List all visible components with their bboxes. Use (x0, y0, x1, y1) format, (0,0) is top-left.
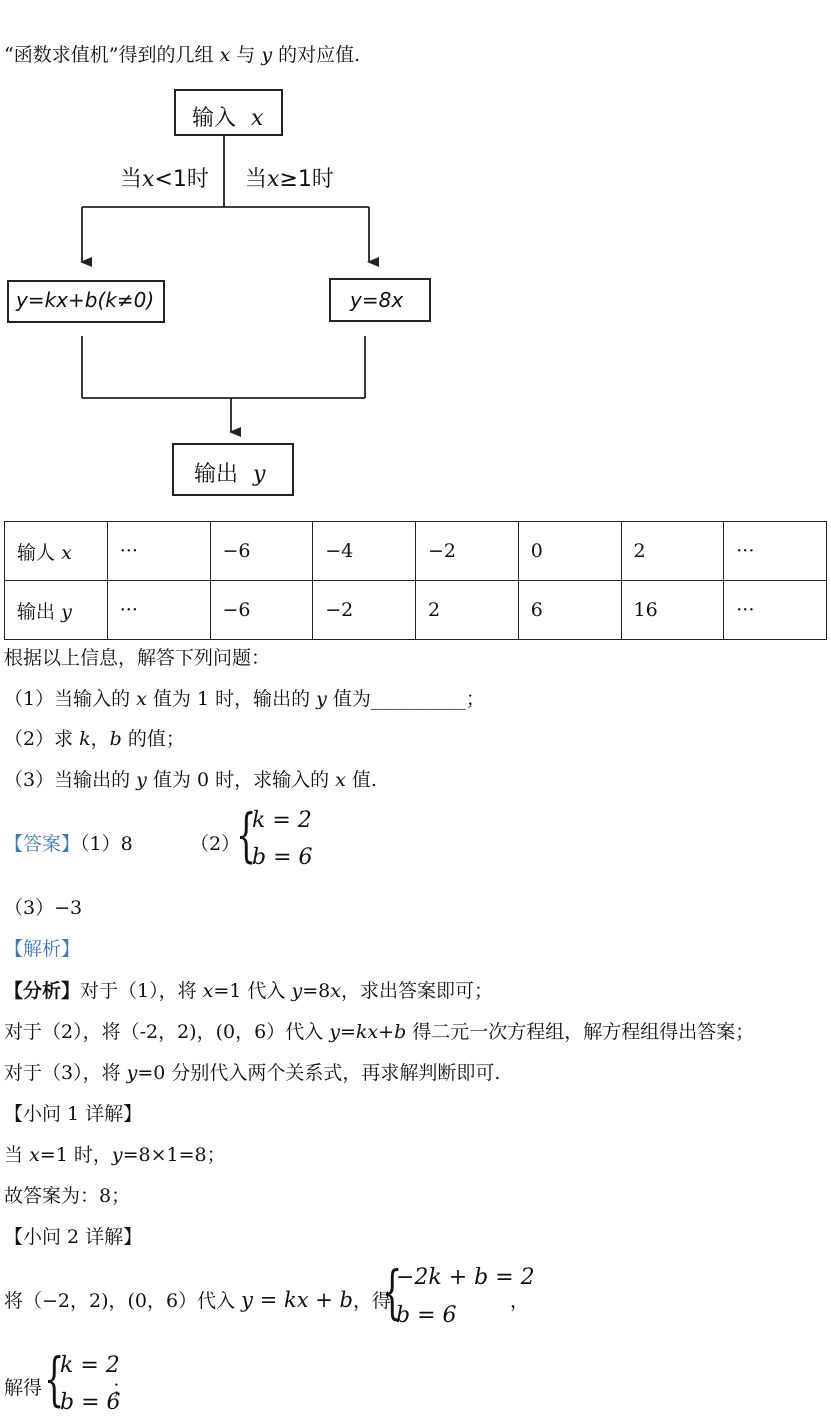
system-eq-1: −2k + b = 2 (396, 1265, 535, 1290)
machine-name: 函数求值机 (13, 44, 109, 66)
sub-question-1-line-2: 故答案为：8； (4, 1185, 131, 1207)
q2-text-b: ， (90, 728, 110, 750)
quote-close: ” (108, 44, 119, 66)
fx-c: =8 (302, 980, 331, 1002)
row2-header-var: y (61, 600, 72, 623)
s2-formula: y = kx + b (241, 1288, 353, 1312)
answer-part-2-label: （2） (190, 833, 241, 855)
answer-eq-2: b = 6 (252, 845, 313, 870)
fx-b: =1 代入 (213, 980, 286, 1002)
solution-end: ； (112, 1377, 132, 1399)
table-cell: −2 (416, 522, 519, 581)
sub-question-2-tag: 【小问 2 详解】 (4, 1226, 143, 1248)
input-box-label (192, 101, 263, 132)
l2-a: 对于（2），将（-2，2)，(0，6）代入 (4, 1021, 324, 1043)
branch-left-pre: 当 (120, 167, 143, 192)
q1-text-b: 值为 1 时，输出的 (152, 688, 311, 710)
flowchart-connectors (0, 0, 831, 510)
s2-b: ，得 (352, 1290, 391, 1312)
answer-line (4, 829, 133, 856)
solution-eq-1: k = 2 (60, 1353, 120, 1378)
q1-var-y: y (316, 688, 327, 710)
intro-var-x: x (219, 44, 231, 66)
row1-header-var: x (61, 541, 72, 564)
table-row (5, 581, 827, 640)
q1-text-a: （1）当输入的 (4, 688, 131, 710)
fx-tag: 【分析】 (4, 980, 81, 1002)
l3-y: y (126, 1062, 138, 1084)
fx-x2: x (330, 980, 341, 1002)
table-cell: ··· (107, 581, 210, 640)
s1-a: 当 (4, 1144, 24, 1166)
q2-var-b: b (109, 728, 122, 750)
intro-text-2: 与 (236, 44, 256, 66)
branch-left-post: <1时 (154, 167, 209, 192)
s1-y: y (111, 1144, 123, 1166)
system-eq-2: b = 6 (396, 1303, 457, 1328)
formula-right: y=8x (350, 288, 404, 312)
analysis-tag: 【解析】 (4, 938, 81, 960)
q2-var-k: k (79, 728, 91, 750)
row2-header-text: 输出 (17, 600, 56, 623)
solution-eq-2: b = 6 (60, 1390, 121, 1415)
q2-text-c: 的值； (127, 728, 185, 750)
table-cell: 2 (621, 522, 724, 581)
s1-b: =1 时， (39, 1144, 112, 1166)
table-cell: ··· (724, 581, 827, 640)
l2-c: + (378, 1021, 395, 1043)
intro-var-y: y (261, 44, 273, 66)
output-box-label (194, 457, 265, 488)
table-cell: 2 (416, 581, 519, 640)
table-cell: 16 (621, 581, 724, 640)
q3-text-c: 值. (351, 769, 377, 791)
answer-eq-1: k = 2 (252, 808, 312, 833)
question-3 (4, 765, 377, 792)
table-cell: −2 (313, 581, 416, 640)
fx-d: ，求出答案即可； (340, 980, 493, 1002)
l2-kx: kx (355, 1021, 379, 1043)
intro-text-1: 得到的几组 (118, 44, 214, 66)
output-label-text: 输出 (194, 462, 239, 487)
io-table (4, 521, 827, 640)
sub-question-2-substitute (4, 1286, 391, 1313)
table-cell: −6 (210, 522, 313, 581)
fx-x1: x (202, 980, 214, 1002)
analysis-line-3 (4, 1058, 500, 1085)
branch-right-post: ≥1时 (279, 167, 334, 192)
table-cell: −6 (210, 581, 313, 640)
table-header-input (5, 522, 108, 581)
branch-right-var: x (267, 167, 280, 192)
branch-left-label (120, 162, 209, 193)
system-brace: { (382, 1258, 403, 1326)
formula-left: y=kx+b(k≠0) (16, 288, 155, 312)
analysis-line-1 (4, 976, 493, 1003)
q2-text-a: （2）求 (4, 728, 74, 750)
row1-header-text: 输人 (17, 541, 56, 564)
table-row (5, 522, 827, 581)
answer-tag: 【答案】 (4, 833, 81, 855)
answer-brace: { (236, 801, 257, 869)
q3-text-a: （3）当输出的 (4, 769, 131, 791)
table-cell: ··· (724, 522, 827, 581)
fx-a: 对于（1），将 (80, 980, 197, 1002)
table-cell: 0 (518, 522, 621, 581)
q3-var-y: y (136, 769, 147, 791)
table-cell: 6 (518, 581, 621, 640)
quote-open: “ (4, 44, 14, 66)
questions-lead: 根据以上信息，解答下列问题： (4, 647, 271, 669)
answer-part-1: （1）8 (80, 833, 133, 855)
l2-b: = (339, 1021, 356, 1043)
s1-c: =8×1=8； (122, 1144, 226, 1166)
output-label-var: y (253, 462, 266, 487)
input-label-text: 输入 (192, 106, 237, 131)
q1-var-x: x (136, 688, 147, 710)
l2-y: y (329, 1021, 340, 1043)
answer-part-3: （3）−3 (4, 897, 83, 919)
solution-brace: { (44, 1345, 65, 1413)
intro-text-3: 的对应值. (278, 44, 361, 66)
sub-question-1-line-1 (4, 1140, 226, 1167)
fx-y: y (291, 980, 303, 1002)
question-1 (4, 684, 485, 711)
analysis-line-2 (4, 1017, 754, 1044)
s2-a: 将（−2，2)，(0，6）代入 (4, 1290, 236, 1312)
branch-right-pre: 当 (245, 167, 268, 192)
l3-b: =0 分别代入两个关系式，再求解判断即可. (137, 1062, 501, 1084)
table-header-output (5, 581, 108, 640)
branch-right-label (245, 162, 334, 193)
l2-bv: b (394, 1021, 407, 1043)
branch-left-var: x (142, 167, 155, 192)
solve-label: 解得 (4, 1377, 43, 1399)
s1-x: x (29, 1144, 40, 1166)
l3-a: 对于（3），将 (4, 1062, 121, 1084)
q3-text-b: 值为 0 时，求输入的 (152, 769, 330, 791)
input-label-var: x (251, 106, 264, 131)
l2-d: 得二元一次方程组，解方程组得出答案； (412, 1021, 755, 1043)
table-cell: −4 (313, 522, 416, 581)
table-cell: ··· (107, 522, 210, 581)
q3-var-x: x (335, 769, 346, 791)
q1-text-c: 值为__________； (332, 688, 485, 710)
sub-question-1-tag: 【小问 1 详解】 (4, 1103, 143, 1125)
system-comma: ， (510, 1290, 530, 1312)
question-2 (4, 724, 185, 751)
